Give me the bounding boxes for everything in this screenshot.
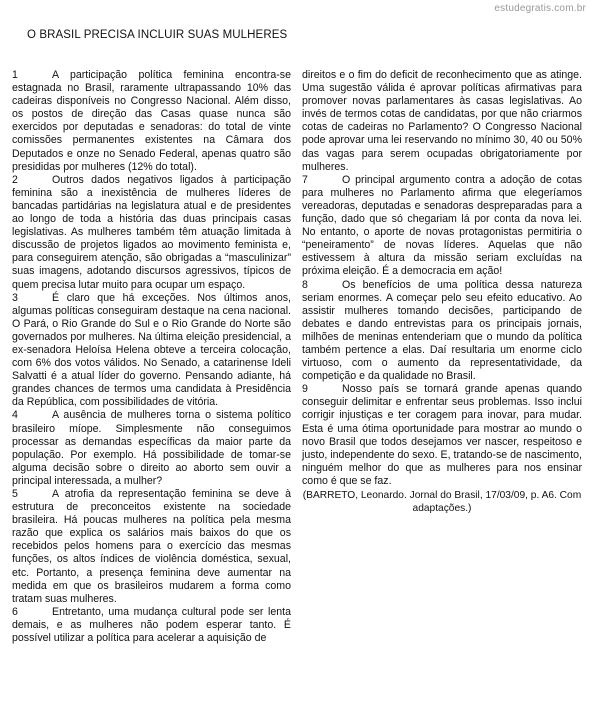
paragraph-text: A atrofia da representação feminina se deve à estrutura de preconceitos existente na sociedade brasileira. Há poucas mulheres na política pela mesma razão que explica os salários mais baixos do que os recebidos pelos homens para o exercício das mesmas funções, os altos índices de violência doméstica, sexual, etc. Portanto, a presença feminina deve aumentar na medida em que os brasileiros mudarem a forma como tratam suas mulheres. [12,488,291,605]
paragraph-text: Nosso país se tornará grande apenas quando conseguir delimitar e enfrentar seus problemas. Isso inclui corrigir injustiças e ter coragem para inovar, para mudar. Esta é uma ótima oportunidade para mostrar ao mundo o novo Brasil que todos desejamos ver nascer, respeitoso e justo, independente do sexo. E, tratando-se de nascimento, ninguém melhor do que as mulheres para nos ensinar como é que se faz. [302,383,582,487]
paragraph-2 [12,174,291,292]
paragraph-number: 6 [12,605,18,618]
paragraph-number: 1 [12,69,18,81]
paragraph-4 [12,409,291,488]
paragraph-number: 2 [12,173,18,186]
paragraph-number: 5 [12,488,18,500]
paragraph-number: 8 [302,278,308,291]
right-column [302,69,582,515]
page-title: O BRASIL PRECISA INCLUIR SUAS MULHERES [27,29,288,41]
paragraph-text: O principal argumento contra a adoção de cotas para mulheres no Parlamento afirma que elegeríamos vereadoras, deputadas e senadoras despreparadas para a função, dado que só chegariam lá por conta da nova lei. No entanto, o aporte de novas protagonistas permitiria o “peneiramento” de novas líderes. Aquelas que não estivessem à altura da missão seriam excluídas na próxima eleição. É a democracia em ação! [302,173,582,278]
paragraph-number: 7 [302,173,308,186]
paragraph-text: É claro que há exceções. Nos últimos anos, algumas políticas conseguiram destaque na cena nacional. O Pará, o Rio Grande do Sul e o Rio Grande do Norte são governados por mulheres. Na última eleição presidencial, a ex-senadora Heloísa Helena obteve a terceira colocação, com 6% dos votos válidos. No Senado, a catarinense Ideli Salvatti é a atual líder do governo. Pensando adiante, há grandes chances de termos uma candidata à Presidência da República, com possibilidades de vitória. [12,291,291,409]
paragraph-1 [12,69,291,174]
paragraph-6-start [12,606,291,645]
paragraph-8 [302,279,582,384]
paragraph-text: A participação política feminina encontra-se estagnada no Brasil, raramente ultrapassando 10% das cadeiras disponíveis no Congresso Nacional. Além disso, os postos de direção das Casas quase nunca são exercidos por deputadas e senadoras: do total de vinte comissões permanentes existentes na Câmara dos Deputados e onze no Senado Federal, apenas quatro são presididas por mulheres (12% do total). [12,69,291,173]
paragraph-text: Entretanto, uma mudança cultural pode ser lenta demais, e as mulheres não podem esperar tanto. É possível utilizar a política para acelerar a aquisição de [12,605,291,645]
paragraph-text: Os benefícios de uma política dessa natureza seriam enormes. A começar pelo seu efeito educativo. Ao assistir mulheres tomando decisões, participando de debates e dando entrevistas para os principais jornais, milhões de meninas entenderiam que o mundo da política também pertence a elas. Daí resultaria um enorme ciclo virtuoso, com o aumento da representatividade, da competição e da qualidade no Brasil. [302,278,582,383]
paragraph-6-continued [302,69,582,174]
paragraph-3 [12,292,291,410]
paragraph-text: direitos e o fim do deficit de reconhecimento que as atinge. Uma sugestão válida é aprovar políticas afirmativas para promover novas parlamentares às casas legislativas. Ao invés de termos cotas de candidatas, por que não criarmos cotas de cadeiras no Parlamento? O Congresso Nacional pode aprovar uma lei reservando no mínimo 30, 40 ou 50% das vagas para serem ocupadas obrigatoriamente por mulheres. [302,69,582,173]
paragraph-text: A ausência de mulheres torna o sistema político brasileiro míope. Simplesmente não conseguimos processar as demandas específicas da maior parte da população. Por exemplo. Há possibilidade de tomar-se alguma decisão sobre o direito ao aborto sem ouvir a principal interessada, a mulher? [12,409,291,487]
paragraph-9 [302,383,582,488]
left-column [12,69,291,645]
paragraph-number: 4 [12,409,18,422]
source-citation: (BARRETO, Leonardo. Jornal do Brasil, 17/03/09, p. A6. Com adaptações.) [302,490,582,514]
paragraph-text: Outros dados negativos ligados à participação feminina são a inexistência de mulheres líderes de bancadas partidárias na legislatura atual e de presidentes ao longo de toda a história das duas principais casas legislativas. As mulheres também têm atuação limitada à discussão de projetos ligados ao movimento feminista e, para conseguirem atenção, são obrigadas a “masculinizar” suas imagens, adotando discursos agressivos, típicos de quem precisa lutar muito para ocupar um espaço. [12,173,291,291]
paragraph-number: 3 [12,291,18,304]
site-watermark: estudegratis.com.br [494,3,586,14]
paragraph-5 [12,488,291,606]
paragraph-7 [302,174,582,279]
paragraph-number: 9 [302,383,308,396]
